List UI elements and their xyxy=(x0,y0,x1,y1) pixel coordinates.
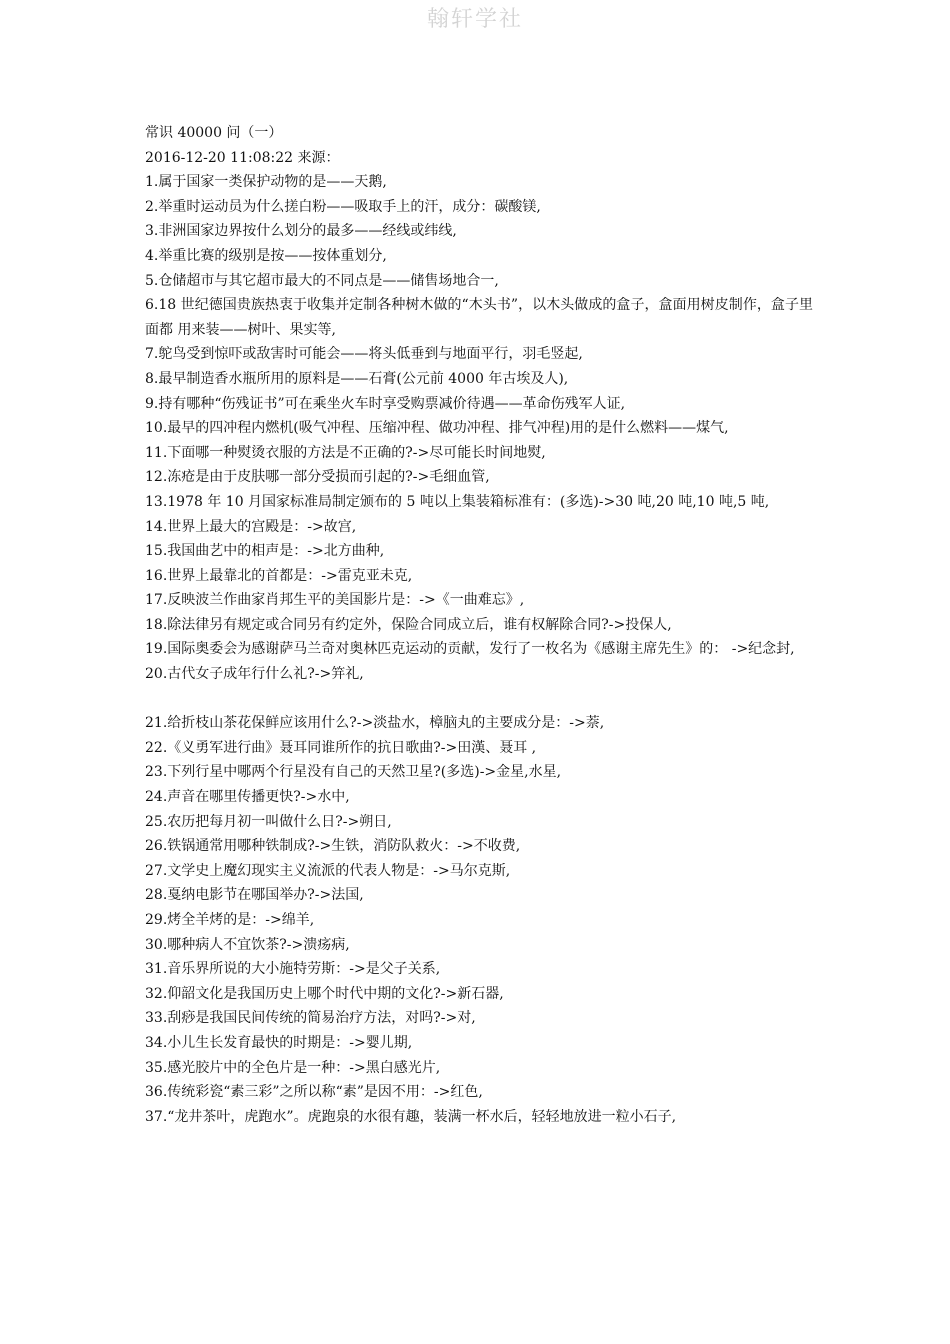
list-item: 34.小儿生长发育最快的时期是：->婴儿期, xyxy=(145,1034,413,1051)
list-item: 7.鸵鸟受到惊吓或敌害时可能会——将头低垂到与地面平行，羽毛竖起, xyxy=(145,346,583,363)
list-item: 19.国际奥委会为感谢萨马兰奇对奥林匹克运动的贡献，发行了一枚名为《感谢主席先生》的： ->纪念封, xyxy=(145,641,795,658)
list-item: 5.仓储超市与其它超市最大的不同点是——储售场地合一, xyxy=(145,272,499,289)
question-list-part-1 xyxy=(145,170,813,686)
watermark: 翰轩学社 xyxy=(426,7,523,32)
list-item: 30.哪种病人不宜饮茶?->溃疡病, xyxy=(145,936,350,953)
list-item: 1.属于国家一类保护动物的是——天鹅, xyxy=(145,174,387,191)
list-item: 6.18 世纪德国贵族热衷于收集并定制各种树木做的“木头书”，以木头做成的盒子，盒面用树皮制作，盒子里面都 用来装——树叶、果实等, xyxy=(145,297,813,338)
list-item: 20.古代女子成年行什么礼?->笄礼, xyxy=(145,666,364,683)
paragraph-spacer xyxy=(145,687,813,712)
list-item: 32.仰韶文化是我国历史上哪个时代中期的文化?->新石器, xyxy=(145,985,504,1002)
list-item: 2.举重时运动员为什么搓白粉——吸取手上的汗，成分：碳酸镁, xyxy=(145,198,541,215)
list-item: 9.持有哪种“伤残证书”可在乘坐火车时享受购票减价待遇——革命伤残军人证, xyxy=(145,395,626,412)
list-item: 35.感光胶片中的全色片是一种：->黑白感光片, xyxy=(145,1059,441,1076)
document-meta: 2016-12-20 11:08:22 来源： xyxy=(145,149,340,166)
list-item: 17.反映波兰作曲家肖邦生平的美国影片是：->《一曲难忘》, xyxy=(145,592,525,609)
list-item: 27.文学史上魔幻现实主义流派的代表人物是：->马尔克斯, xyxy=(145,862,511,879)
list-item: 11.下面哪一种熨烫衣服的方法是不正确的?->尽可能长时间地熨, xyxy=(145,444,546,461)
list-item: 16.世界上最靠北的首都是：->雷克亚未克, xyxy=(145,567,413,584)
list-item: 14.世界上最大的宫殿是：->故宫, xyxy=(145,518,357,535)
list-item: 10.最早的四冲程内燃机(吸气冲程、压缩冲程、做功冲程、排气冲程)用的是什么燃料——煤气, xyxy=(145,420,729,437)
list-item: 25.农历把每月初一叫做什么日?->朔日, xyxy=(145,813,392,830)
list-item: 28.戛纳电影节在哪国举办?->法国, xyxy=(145,887,364,904)
list-item: 22.《义勇军进行曲》聂耳同谁所作的抗日歌曲?->田漢、聂耳 , xyxy=(145,739,537,756)
list-item: 26.铁锅通常用哪种铁制成?->生铁，消防队救火：->不收费, xyxy=(145,838,521,855)
document-title: 常识 40000 问（一） xyxy=(145,125,283,141)
list-item: 4.举重比赛的级别是按——按体重划分, xyxy=(145,247,387,264)
list-item: 8.最早制造香水瓶所用的原料是——石膏(公元前 4000 年古埃及人), xyxy=(145,370,569,387)
document-body xyxy=(145,121,813,1129)
list-item: 36.传统彩瓷“素三彩”之所以称“素”是因不用：->红色, xyxy=(145,1084,483,1101)
list-item: 23.下列行星中哪两个行星没有自己的天然卫星?(多选)->金星,水星, xyxy=(145,764,562,781)
list-item: 33.刮痧是我国民间传统的简易治疗方法，对吗?->对, xyxy=(145,1010,476,1027)
list-item: 21.给折枝山茶花保鲜应该用什么?->淡盐水，樟脑丸的主要成分是：->萘, xyxy=(145,715,605,732)
list-item: 3.非洲国家边界按什么划分的最多——经线或纬线, xyxy=(145,223,457,240)
list-item: 37.“龙井茶叶，虎跑水”。虎跑泉的水很有趣，装满一杯水后，轻轻地放进一粒小石子, xyxy=(145,1108,677,1125)
question-list-part-2 xyxy=(145,711,813,1129)
list-item: 15.我国曲艺中的相声是：->北方曲种, xyxy=(145,543,385,560)
list-item: 12.冻疮是由于皮肤哪一部分受损而引起的?->毛细血管, xyxy=(145,469,490,486)
list-item: 29.烤全羊烤的是：->绵羊, xyxy=(145,912,315,928)
list-item: 18.除法律另有规定或合同另有约定外，保险合同成立后，谁有权解除合同?->投保人, xyxy=(145,616,672,633)
list-item: 24.声音在哪里传播更快?->水中, xyxy=(145,789,350,806)
list-item: 31.音乐界所说的大小施特劳斯：->是父子关系, xyxy=(145,961,441,978)
list-item: 13.1978 年 10 月国家标准局制定颁布的 5 吨以上集装箱标准有：(多选)->30 吨,20 吨,10 吨,5 吨, xyxy=(145,493,770,510)
